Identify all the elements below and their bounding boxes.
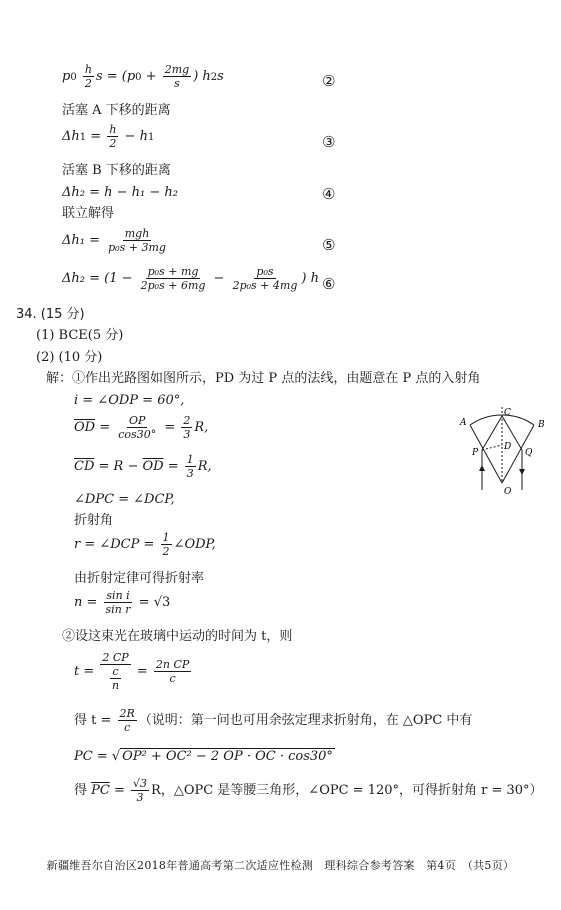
line-time-result: 得 t = $\frac{2R}{c}$ （说明：第一问也可用余弦定理求折射角，在 △OPC 中有 — [74, 707, 473, 734]
text-piston-b: 活塞 B 下移的距离 — [62, 163, 171, 178]
line-pc: PC = √ OP² + OC² − 2 OP · OC · cos30° — [74, 749, 333, 764]
line-cd: $\overline{CD} = R - \overline{OD}$ = $\frac{1}{3}$ R, — [74, 453, 212, 480]
label-q: Q — [525, 448, 533, 458]
solution-intro: 解：①作出光路图如图所示，PD 为过 P 点的法线，由题意在 P 点的入射角 — [46, 371, 481, 386]
text-solve: 联立解得 — [62, 206, 115, 221]
light-path-diagram — [452, 405, 552, 495]
equation-tag-6: ⑥ — [322, 275, 336, 293]
text-piston-a: 活塞 A 下移的距离 — [62, 103, 171, 118]
equation-4: Δh₂ = h − h₁ − h₂ — [62, 185, 178, 200]
line-incidence-angle: i = ∠ODP = 60°, — [74, 393, 185, 408]
label-p: P — [472, 448, 479, 458]
equation-2: p0 $\frac{h}{2}$ s = (p0 + $\frac{2mg}{s}$ ) h2s — [62, 63, 224, 90]
line-od: $\overline{OD}$ = $\frac{OP}{\cos 30^\circ}$ = $\frac{2}{3}$ R, — [74, 414, 209, 441]
equation-tag-4: ④ — [322, 185, 336, 203]
line-final: 得 $\overline{PC}$ = $\frac{√3}{3}$ R，△OPC 是等腰三角形，∠OPC = 120°，可得折射角 r = 30°） — [74, 777, 543, 804]
line-time-t: t = $\frac{2 CP}{\frac{c}{n}}$ = $\frac{\text{2n CP}}{c}$ — [74, 651, 190, 692]
page-footer: 新疆维吾尔自治区2018年普通高考第二次适应性检测 理科综合参考答案 第4页 （共5页） — [46, 859, 515, 872]
equation-tag-5: ⑤ — [322, 236, 336, 254]
text-refraction-law: 由折射定律可得折射率 — [74, 571, 205, 586]
label-d: D — [504, 442, 512, 452]
label-a: A — [460, 418, 467, 428]
label-c: C — [504, 408, 511, 418]
question-34-part2: (2) (10 分) — [36, 350, 103, 365]
text-refraction-angle: 折射角 — [74, 513, 114, 528]
question-34-part1: (1) BCE(5 分) — [36, 328, 124, 343]
equation-3: Δh1 = $\frac{h}{2}$ − h1 — [62, 123, 155, 150]
question-34-header: 34. (15 分) — [16, 307, 85, 322]
label-b: B — [538, 420, 545, 430]
line-index-n: n = $\frac{\text{sin i}}{\text{sin r}}$ = √3 — [74, 589, 171, 616]
line-refraction-r: r = ∠DCP = $\frac{1}{2}$ ∠ODP, — [74, 531, 216, 558]
text-time: ②设这束光在玻璃中运动的时间为 t，则 — [62, 629, 293, 644]
equation-tag-2: ② — [322, 72, 336, 90]
equation-6: Δh₂ = (1 − $\frac{\text{p₀s + mg}}{\text{2p₀s + 6mg}}$ − $\frac{\text{p₀s}}{\text{2p₀s + 4mg}}$ ) h — [62, 265, 319, 292]
equation-5: Δh₁ = mgh p₀s + 3mg — [62, 227, 166, 254]
label-o: O — [504, 487, 512, 495]
line-angle-equality: ∠DPC = ∠DCP, — [74, 492, 175, 507]
equation-tag-3: ③ — [322, 133, 336, 151]
